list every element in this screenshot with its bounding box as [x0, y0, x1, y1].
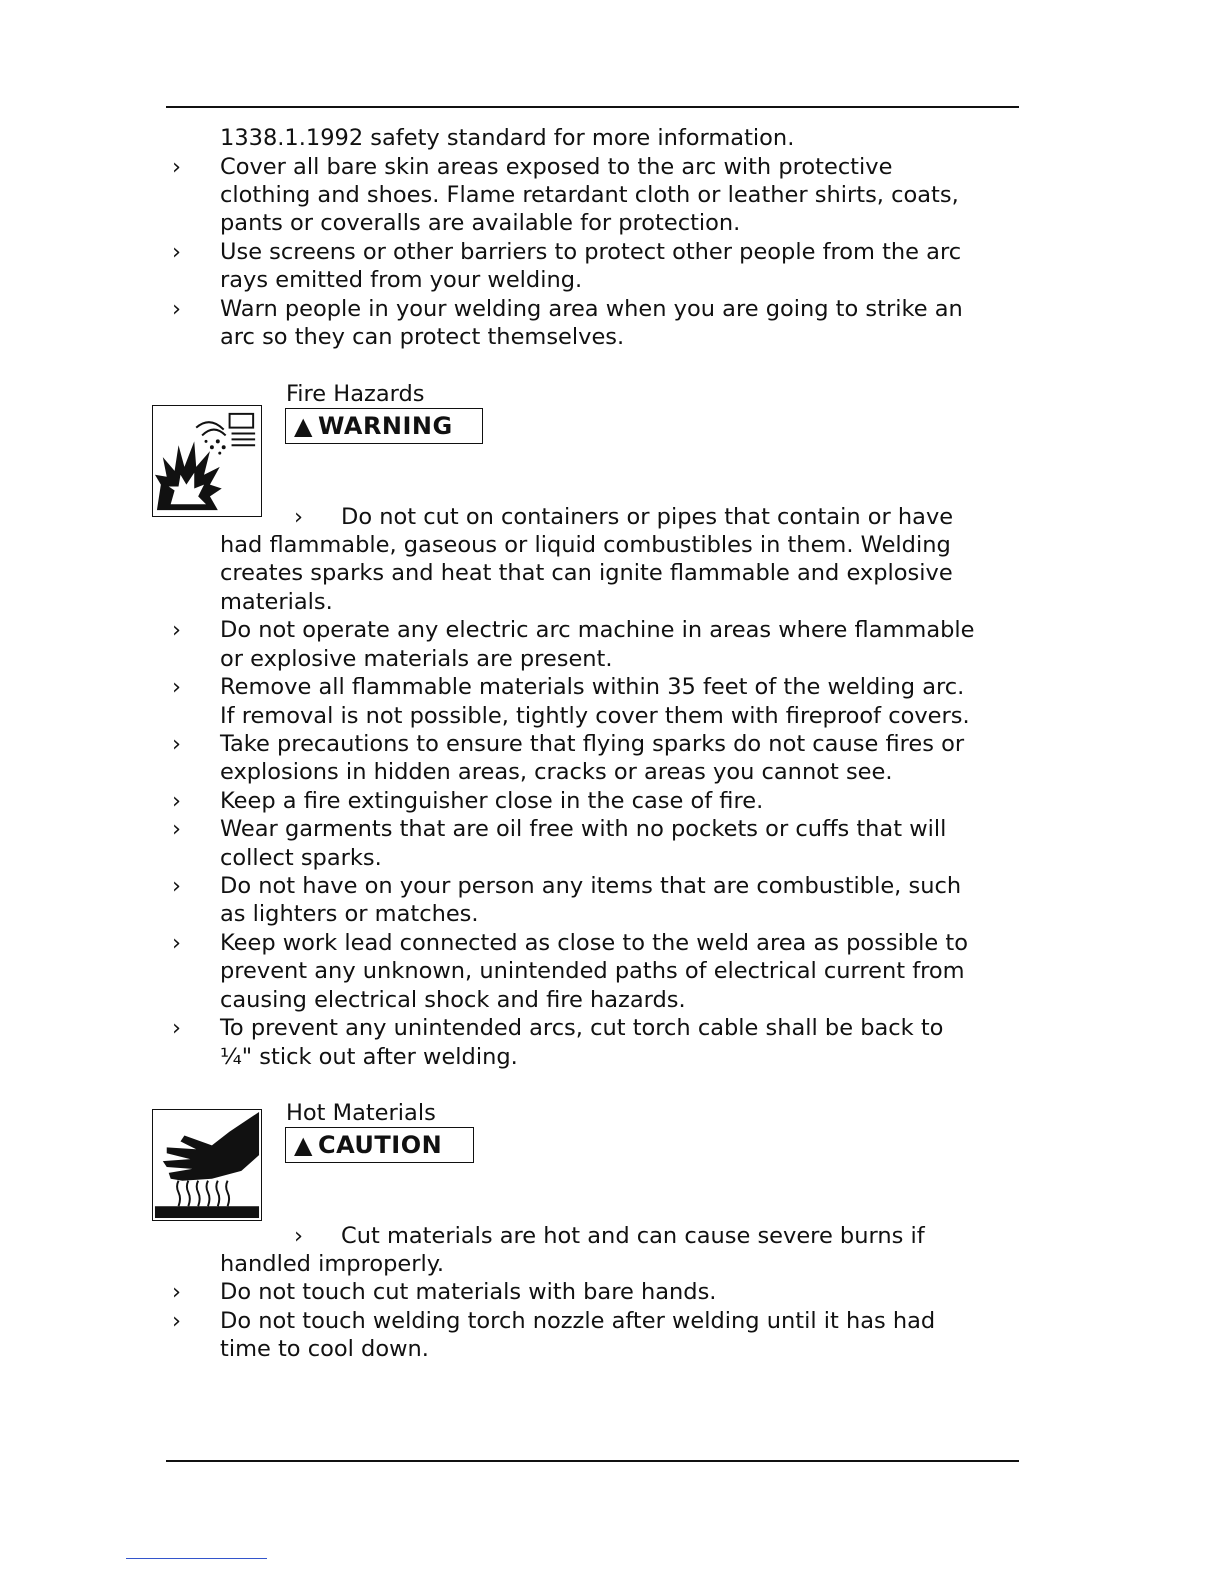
bullet-marker: › [172, 731, 181, 757]
bullet-marker: › [172, 788, 181, 814]
caution-triangle-icon: ▲ [294, 1131, 313, 1159]
footer-rule [166, 1460, 1019, 1462]
fire-line: explosions in hidden areas, cracks or areas you cannot see. [220, 759, 893, 785]
bullet-marker: › [172, 816, 181, 842]
bullet-marker: › [172, 154, 181, 180]
fire-line: ¼" stick out after welding. [220, 1044, 518, 1070]
intro-line: arc so they can protect themselves. [220, 324, 625, 350]
bullet-marker: › [172, 239, 181, 265]
bullet-marker: › [172, 873, 181, 899]
footer-link-underline [126, 1558, 267, 1559]
fire-line: prevent any unknown, unintended paths of electrical current from [220, 958, 965, 984]
torch-body [230, 414, 254, 428]
fire-line: Do not operate any electric arc machine in areas where flammable [220, 617, 975, 643]
fire-line: Keep work lead connected as close to the weld area as possible to [220, 930, 969, 956]
fire-line: To prevent any unintended arcs, cut torch cable shall be back to [220, 1015, 944, 1041]
fire-explosion-icon [152, 405, 262, 517]
bullet-marker: › [172, 1279, 181, 1305]
hot-surface-hand-icon-graphic [153, 1110, 261, 1220]
hot-line: Do not touch cut materials with bare hands. [220, 1279, 717, 1305]
bullet-marker: › [172, 617, 181, 643]
intro-line: Warn people in your welding area when you are going to strike an [220, 296, 963, 322]
section-title-fire-hazards: Fire Hazards [286, 381, 425, 407]
fire-line: had flammable, gaseous or liquid combustibles in them. Welding [220, 532, 951, 558]
bullet-marker: › [172, 930, 181, 956]
hot-surface-hand-icon [152, 1109, 262, 1221]
warning-signal-word: WARNING [317, 412, 453, 440]
fire-line: collect sparks. [220, 845, 382, 871]
header-rule [166, 106, 1019, 108]
intro-line: clothing and shoes. Flame retardant cloth or leather shirts, coats, [220, 182, 959, 208]
intro-line: pants or coveralls are available for protection. [220, 210, 741, 236]
fire-line: as lighters or matches. [220, 901, 479, 927]
intro-line: Use screens or other barriers to protect other people from the arc [220, 239, 962, 265]
bullet-marker: › [172, 296, 181, 322]
bullet-marker: › [294, 1223, 303, 1249]
fire-line: Keep a fire extinguisher close in the case of fire. [220, 788, 764, 814]
intro-line: 1338.1.1992 safety standard for more information. [220, 125, 795, 151]
fire-line: creates sparks and heat that can ignite flammable and explosive [220, 560, 953, 586]
section-title-hot-materials: Hot Materials [286, 1100, 436, 1126]
hot-line: Do not touch welding torch nozzle after welding until it has had [220, 1308, 936, 1334]
warning-triangle-icon: ▲ [294, 412, 313, 440]
fire-line: Do not have on your person any items that are combustible, such [220, 873, 962, 899]
fire-line: or explosive materials are present. [220, 646, 613, 672]
intro-line: rays emitted from your welding. [220, 267, 583, 293]
fire-line: causing electrical shock and fire hazards. [220, 987, 686, 1013]
hot-line: Cut materials are hot and can cause severe burns if [341, 1223, 925, 1249]
fire-line: Take precautions to ensure that flying sparks do not cause fires or [220, 731, 965, 757]
caution-signal-word: CAUTION [317, 1131, 443, 1159]
fire-line: If removal is not possible, tightly cover them with fireproof covers. [220, 703, 970, 729]
fire-line: Remove all flammable materials within 35 feet of the welding arc. [220, 674, 965, 700]
hand-shape [163, 1112, 259, 1181]
fire-explosion-icon-graphic [153, 406, 261, 516]
hot-line: time to cool down. [220, 1336, 429, 1362]
intro-line: Cover all bare skin areas exposed to the arc with protective [220, 154, 893, 180]
bullet-marker: › [294, 504, 303, 530]
fire-line: Wear garments that are oil free with no pockets or cuffs that will [220, 816, 947, 842]
bullet-marker: › [172, 674, 181, 700]
fire-line: materials. [220, 589, 333, 615]
hot-surface-bar [155, 1206, 259, 1218]
bullet-marker: › [172, 1015, 181, 1041]
warning-signal-panel [285, 408, 483, 444]
bullet-marker: › [172, 1308, 181, 1334]
caution-signal-panel [285, 1127, 474, 1163]
fire-line: Do not cut on containers or pipes that contain or have [341, 504, 954, 530]
hot-line: handled improperly. [220, 1251, 444, 1277]
